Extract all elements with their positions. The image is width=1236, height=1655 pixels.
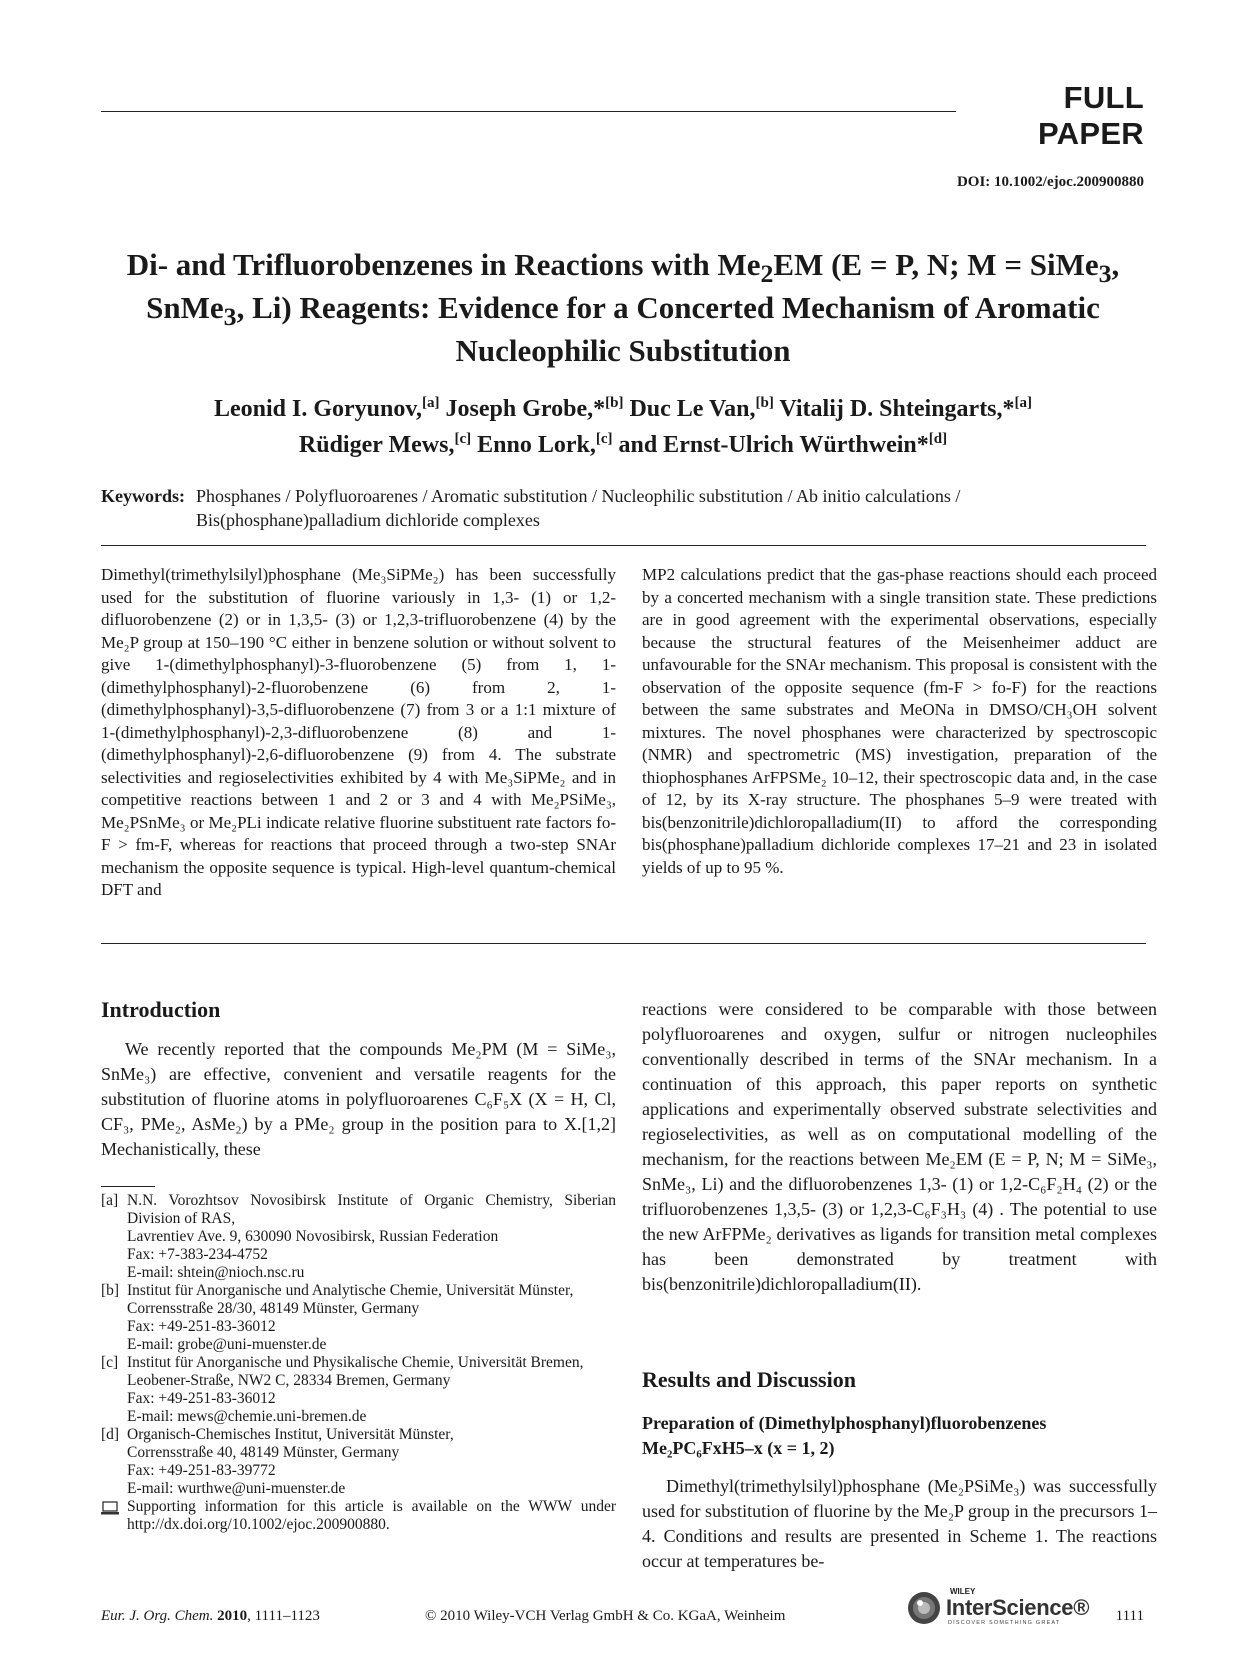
affiliation-marker: [b] — [755, 395, 774, 411]
footnote-label: [b] — [101, 1282, 120, 1299]
interscience-logo[interactable] — [906, 1587, 1090, 1629]
title-em: EM (E = P, N; M = SiMe — [773, 247, 1099, 282]
subheading-line: Me₂PC₆FxH5–x (x = 1, 2) — [642, 1438, 835, 1458]
footnote-line: Fax: +7-383-234-4752 — [127, 1246, 268, 1263]
title-sub: 2 — [760, 259, 774, 289]
article-title: Di- and Trifluorobenzenes in Reactions with $Me_2EM$ (E = P, N; M = SiMe$_3$, SnMe$_3$, Li) Reagents: Evidence for a Concerted Mechanism of Aromatic Nucleophilic Substitution — [126, 247, 1120, 369]
supporting-info — [101, 1498, 616, 1534]
footnote-email[interactable]: E-mail: mews@chemie.uni-bremen.de — [127, 1408, 367, 1425]
computer-icon — [101, 1501, 119, 1515]
footnote-a — [101, 1192, 616, 1282]
author: Rüdiger Mews, — [298, 432, 455, 458]
footnote-c — [101, 1354, 616, 1426]
abstract-bottom-rule — [101, 943, 1146, 944]
footnote-b — [101, 1282, 616, 1354]
author: Vitalij D. Shteingarts,* — [779, 396, 1015, 422]
affiliation-marker: [d] — [928, 431, 948, 447]
footnote-line: Institut für Anorganische und Analytische Chemie, Universität Münster, — [127, 1282, 574, 1299]
footnote-email[interactable]: E-mail: wurthwe@uni-muenster.de — [127, 1480, 346, 1497]
title-sub: 3 — [223, 302, 237, 332]
author: Leonid I. Goryunov, — [213, 396, 423, 422]
abstract-left-column: Dimethyl(trimethylsilyl)phosphane (Me₃SiPMe₂) has been successfully used for the substitution of fluorine variously in 1,3- (1) or 1,2-difluorobenzene (2) or in 1,3,5- (3) or 1,2,3-trifluorobenzene (4) by the Me₂P group at 150–190 °C either in benzene solution or without solvent to give 1-(dimethylphosphanyl)-3-fluorobenzene (5) from 1, 1-(dimethylphosphanyl)-2-fluorobenzene (6) from 2, 1-(dimethylphosphanyl)-3,5-difluorobenzene (7) from 3 or a 1:1 mixture of 1-(dimethylphosphanyl)-2,3-difluorobenzene (8) and 1-(dimethylphosphanyl)-2,6-difluorobenzene (9) from 4. The substrate selectivities and regioselectivities exhibited by 4 with Me₃SiPMe₂ and in competitive reactions between 1 and 2 or 3 and 4 with Me₂PSiMe₃, Me₂PSnMe₃ or Me₂PLi indicate relative fluorine substituent rate factors fo-F > fm-F, whereas for reactions that proceed through a two-step SNAr mechanism the opposite sequence is typical. High-level quantum-chemical DFT and — [101, 565, 616, 899]
affiliation-marker: [a] — [1014, 395, 1033, 411]
footnote-line: Fax: +49-251-83-36012 — [127, 1318, 276, 1335]
logo-tagline: DISCOVER SOMETHING GREAT — [948, 1620, 1061, 1626]
footnote-label: [a] — [101, 1192, 119, 1209]
globe-icon — [906, 1590, 942, 1626]
footer-copyright: © 2010 Wiley-VCH Verlag GmbH & Co. KGaA, Weinheim — [425, 1608, 786, 1624]
footnote-line: Corrensstraße 28/30, 48149 Münster, Germany — [127, 1300, 420, 1317]
affiliation-marker: [a] — [422, 395, 440, 411]
abstract-right-column: MP2 calculations predict that the gas-phase reactions should each proceed by a concerted mechanism with a single transition state. These predictions are in good agreement with the experimental observations, especially because the structural features of the Meisenheimer adduct are unfavourable for the SNAr mechanism. This proposal is consistent with the observation of the opposite sequence (fm-F > fo-F) for the reactions between the same substrates and MeONa in DMSO/CH₃OH solvent mixtures. The novel phosphanes were characterized by spectroscopic (NMR) and spectrometric (MS) investigation, preparation of the thiophosphanes ArFPSMe₂ 10–12, their spectroscopic data and, in the case of 12, by its X-ray structure. The phosphanes 5–9 were treated with bis(benzonitrile)dichloropalladium(II) to afford the corresponding bis(phosphane)palladium dichloride complexes 17–21 and 23 in isolated yields of up to 95 %. — [642, 565, 1157, 877]
author-list — [100, 388, 1146, 460]
introduction-heading: Introduction — [101, 997, 221, 1022]
author: and Ernst-Ulrich Würthwein* — [618, 432, 929, 458]
journal-year: 2010 — [217, 1608, 248, 1624]
footnote-label: [c] — [101, 1354, 119, 1371]
keywords-block — [101, 484, 1146, 532]
title-line2: , Li) Reagents: Evidence for a Concerted Mechanism of Aromatic — [236, 290, 1100, 326]
introduction-text-left: We recently reported that the compounds Me₂PM (M = SiMe₃, SnMe₃) are effective, convenient and versatile reagents for the substitution of fluorine atoms in polyfluoroarenes C₆F₅X (X = H, Cl, CF₃, PMe₂, AsMe₂) by a PMe₂ group in the position para to X.[1,2] Mechanistically, these — [101, 1039, 616, 1159]
footnote-line: N.N. Vorozhtsov Novosibirsk Institute of Organic Chemistry, Siberian Division of RAS, — [127, 1192, 616, 1227]
doi-link[interactable]: DOI: 10.1002/ejoc.200900880 — [956, 174, 1144, 190]
author: Joseph Grobe,* — [445, 396, 606, 422]
title-sub: 3 — [1098, 259, 1112, 289]
author: Enno Lork, — [477, 432, 596, 458]
section-tag: FULL PAPER — [1037, 80, 1144, 151]
affiliation-marker: [c] — [595, 431, 613, 447]
footnote-line: Institut für Anorganische und Physikalische Chemie, Universität Bremen, — [127, 1354, 584, 1371]
keywords-text: Phosphanes / Polyfluoroarenes / Aromatic substitution / Nucleophilic substitution / Ab initio calculations / Bis(phosphane)palladium dichloride complexes — [196, 486, 961, 530]
footnote-line: Lavrentiev Ave. 9, 630090 Novosibirsk, Russian Federation — [127, 1228, 499, 1245]
results-text: Dimethyl(trimethylsilyl)phosphane (Me₂PSiMe₃) was successfully used for substitution of fluorine by the Me₂P group in the precursors 1–4. Conditions and results are presented in Scheme 1. The reactions occur at temperatures be- — [642, 1476, 1157, 1571]
title-line1: Di- and Trifluorobenzenes in Reactions with Me — [126, 247, 761, 282]
journal-name: Eur. J. Org. Chem. — [101, 1608, 214, 1624]
footnote-d — [101, 1426, 616, 1498]
results-heading: Results and Discussion — [642, 1367, 856, 1392]
footnote-line: Fax: +49-251-83-36012 — [127, 1390, 276, 1407]
page-number: 1111 — [1115, 1608, 1144, 1624]
footnote-line: Organisch-Chemisches Institut, Universität Münster, — [127, 1426, 454, 1443]
title-line2-pre: SnMe — [146, 290, 224, 326]
affiliation-marker: [b] — [605, 395, 624, 411]
header-rule — [101, 111, 956, 112]
affiliation-marker: [c] — [454, 431, 472, 447]
logo-wiley: WILEY — [950, 1587, 976, 1596]
subheading-line: Preparation of (Dimethylphosphanyl)fluorobenzenes — [642, 1413, 1047, 1433]
title-line3: Nucleophilic Substitution — [455, 333, 791, 369]
journal-pages: , 1111–1123 — [247, 1608, 320, 1624]
footer-citation — [101, 1608, 320, 1625]
affiliation-footnotes — [101, 1192, 616, 1534]
footnote-line: Fax: +49-251-83-39772 — [127, 1462, 276, 1479]
footnote-email[interactable]: E-mail: grobe@uni-muenster.de — [127, 1336, 327, 1353]
footnote-line: Leobener-Straße, NW2 C, 28334 Bremen, Germany — [127, 1372, 451, 1389]
logo-name: InterScience® — [946, 1595, 1090, 1620]
abstract-top-rule — [101, 545, 1146, 546]
results-subheading — [642, 1411, 1157, 1461]
supporting-info-text[interactable]: Supporting information for this article is available on the WWW under http://dx.doi.org/10.1002/ejoc.200900880. — [127, 1498, 616, 1533]
footnote-rule — [101, 1186, 155, 1187]
footnote-line: Corrensstraße 40, 48149 Münster, Germany — [127, 1444, 400, 1461]
author: Duc Le Van, — [629, 396, 756, 422]
footnote-email[interactable]: E-mail: shtein@nioch.nsc.ru — [127, 1264, 305, 1281]
keywords-label: Keywords: — [101, 486, 185, 506]
footnote-label: [d] — [101, 1426, 120, 1443]
introduction-text-right: reactions were considered to be comparable with those between polyfluoroarenes and oxygen, sulfur or nitrogen nucleophiles conventionally described in terms of the SNAr mechanism. In a continuation of this approach, this paper reports on synthetic applications and experimentally observed substrate selectivities and regioselectivities, as well as on computational modelling of the mechanism, for the reactions between Me₂EM (E = P, N; M = SiMe₃, SnMe₃, Li) and the difluorobenzenes 1,3- (1) or 1,2-C₆F₂H₄ (2) or the trifluorobenzenes 1,3,5- (3) or 1,2,3-C₆F₃H₃ (4) . The potential to use the new ArFPMe₂ derivatives as ligands for transition metal complexes has been demonstrated by treatment with bis(benzonitrile)dichloropalladium(II). — [642, 999, 1157, 1294]
